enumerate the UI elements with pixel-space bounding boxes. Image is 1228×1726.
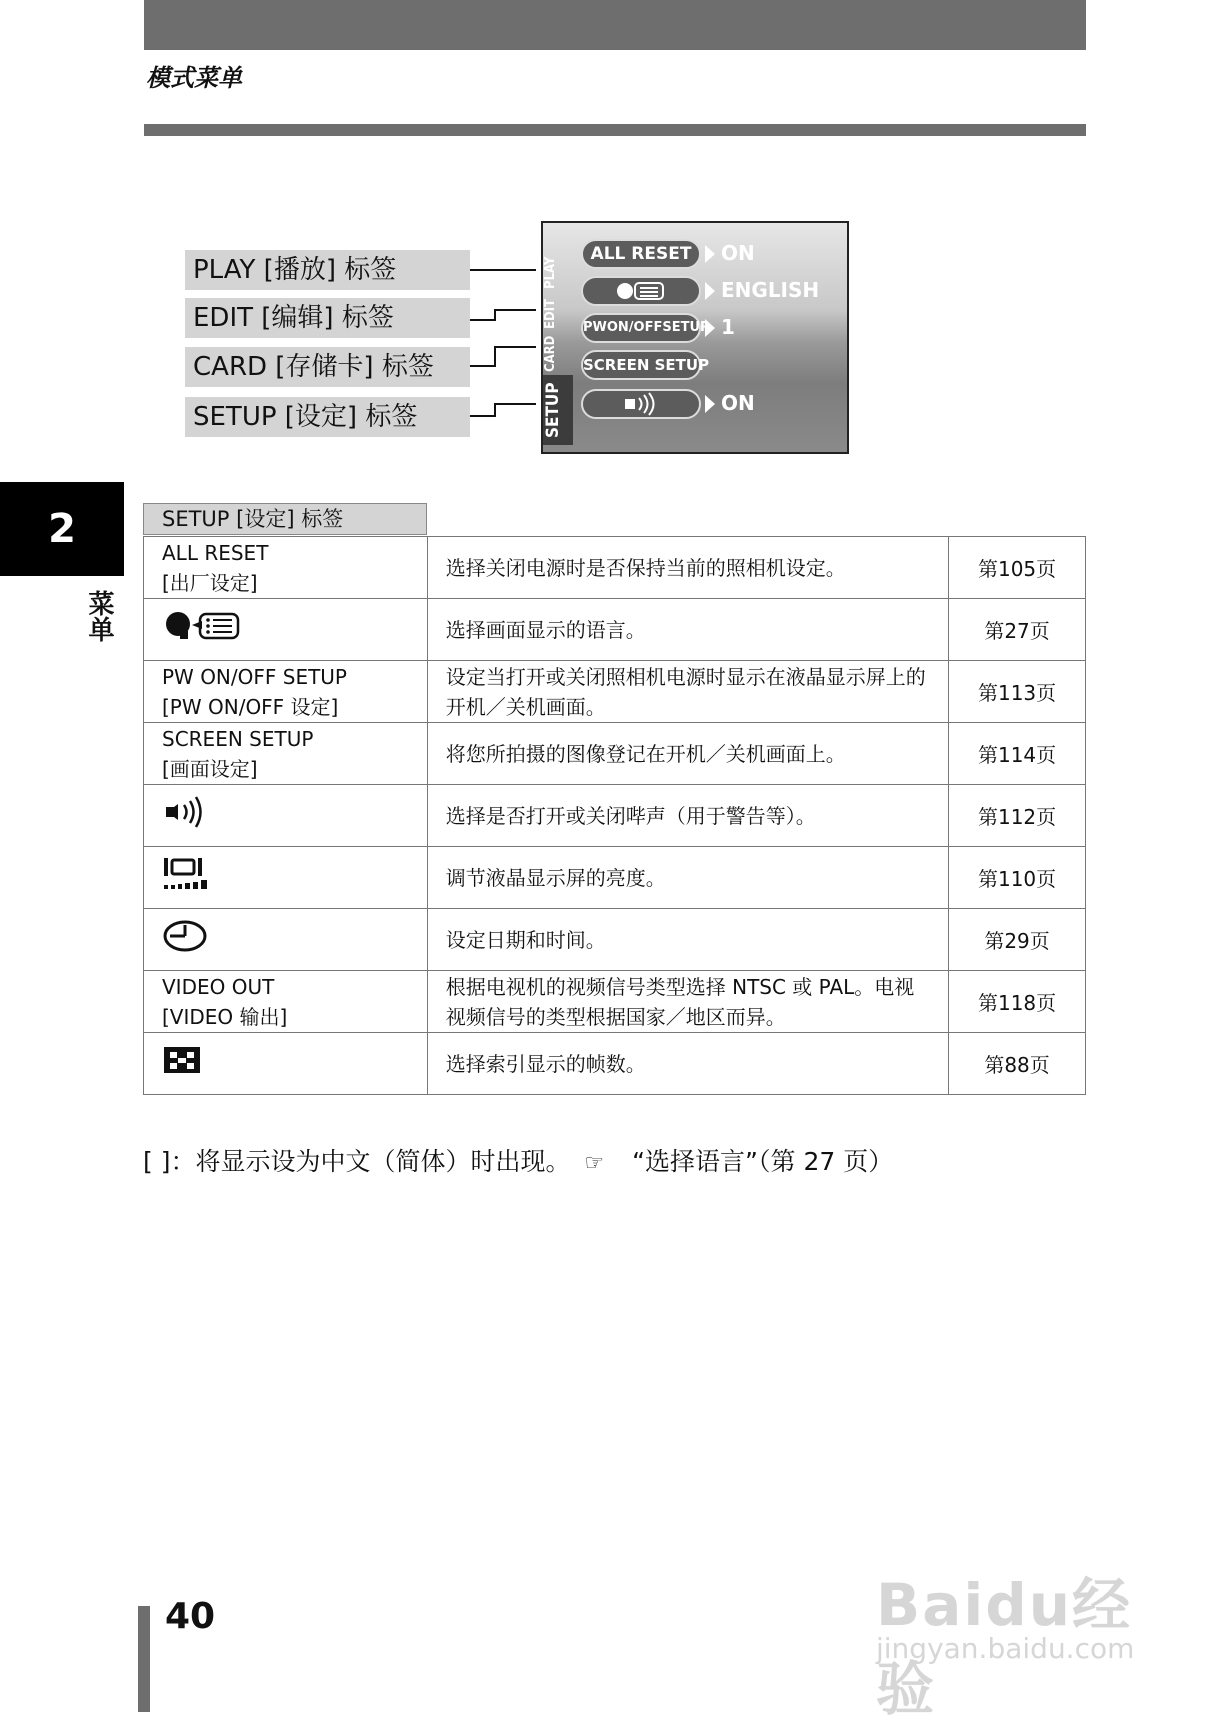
row-page: 第113页 bbox=[949, 661, 1086, 723]
lcd-arrow-icon bbox=[705, 282, 715, 300]
footnote-text: [ ]：将显示设为中文（简体）时出现。 bbox=[143, 1147, 571, 1176]
row-desc: 设定当打开或关闭照相机电源时显示在液晶显示屏上的开机／关机画面。 bbox=[427, 661, 948, 723]
row-name bbox=[144, 537, 428, 599]
table-row bbox=[144, 599, 1086, 661]
row-name-cn: [PW ON/OFF 设定] bbox=[162, 694, 339, 719]
row-name-cn: [出厂设定] bbox=[162, 570, 258, 595]
row-name-en: ALL RESET bbox=[162, 540, 269, 565]
row-page: 第88页 bbox=[949, 1033, 1086, 1095]
chapter-label: 菜单 bbox=[84, 590, 114, 642]
lcd-pill-language bbox=[581, 276, 701, 306]
footnote-ref: “选择语言”（第 27 页） bbox=[632, 1147, 894, 1176]
row-name-en: PW ON/OFF SETUP bbox=[162, 664, 347, 689]
row-name bbox=[144, 909, 428, 971]
lcd-row-screen-setup bbox=[581, 350, 849, 380]
row-name bbox=[144, 1033, 428, 1095]
lcd-pill-screen-setup: SCREEN SETUP bbox=[581, 350, 701, 380]
table-row bbox=[144, 723, 1086, 785]
table-row bbox=[144, 971, 1086, 1033]
lcd-value: 1 bbox=[721, 315, 735, 339]
row-page: 第114页 bbox=[949, 723, 1086, 785]
row-name bbox=[144, 599, 428, 661]
row-name bbox=[144, 847, 428, 909]
row-page: 第105页 bbox=[949, 537, 1086, 599]
clock-icon bbox=[162, 919, 212, 953]
row-desc: 选择索引显示的帧数。 bbox=[427, 1033, 948, 1095]
row-desc: 根据电视机的视频信号类型选择 NTSC 或 PAL。电视视频信号的类型根据国家／地区而异。 bbox=[427, 971, 948, 1033]
lcd-value: ON bbox=[721, 391, 755, 415]
beep-icon bbox=[621, 392, 661, 416]
baidu-watermark bbox=[870, 1530, 1170, 1723]
lcd-arrow-icon bbox=[705, 395, 715, 413]
row-page: 第27页 bbox=[949, 599, 1086, 661]
lcd-pill-all-reset: ALL RESET bbox=[581, 239, 701, 269]
lcd-tab-play: PLAY bbox=[543, 256, 558, 290]
table-row bbox=[144, 785, 1086, 847]
lcd-row-beep bbox=[581, 389, 849, 419]
table-header: SETUP [设定] 标签 bbox=[143, 503, 427, 535]
footnote bbox=[143, 1142, 893, 1178]
row-name-cn: [VIDEO 输出] bbox=[162, 1004, 288, 1029]
row-desc: 选择关闭电源时是否保持当前的照相机设定。 bbox=[427, 537, 948, 599]
tab-label-edit: EDIT [编辑] 标签 bbox=[185, 298, 470, 338]
section-title: 模式菜单 bbox=[146, 64, 242, 92]
row-name bbox=[144, 723, 428, 785]
tab-label-card: CARD [存储卡] 标签 bbox=[185, 347, 470, 387]
lcd-tab-setup: SETUP bbox=[543, 375, 573, 445]
row-name bbox=[144, 661, 428, 723]
row-desc: 设定日期和时间。 bbox=[427, 909, 948, 971]
tab-label-setup: SETUP [设定] 标签 bbox=[185, 397, 470, 437]
pointing-hand-icon: ☞ bbox=[584, 1151, 605, 1176]
lcd-row-pw-setup bbox=[581, 313, 849, 343]
lcd-tab-edit: EDIT bbox=[543, 298, 558, 330]
row-desc: 选择是否打开或关闭哔声（用于警告等）。 bbox=[427, 785, 948, 847]
table-row bbox=[144, 909, 1086, 971]
row-desc: 选择画面显示的语言。 bbox=[427, 599, 948, 661]
tab-label-play: PLAY [播放] 标签 bbox=[185, 250, 470, 290]
lcd-arrow-icon bbox=[705, 245, 715, 263]
page-number-bar bbox=[138, 1606, 150, 1712]
row-page: 第29页 bbox=[949, 909, 1086, 971]
lcd-menu-panel bbox=[573, 233, 848, 443]
setup-table-grid bbox=[143, 536, 1086, 1095]
row-page: 第118页 bbox=[949, 971, 1086, 1033]
row-name bbox=[144, 785, 428, 847]
lcd-row-all-reset bbox=[581, 239, 849, 269]
index-icon bbox=[162, 1043, 202, 1077]
lcd-arrow-icon bbox=[705, 319, 715, 337]
language-icon bbox=[611, 279, 671, 303]
camera-lcd-screen bbox=[541, 221, 849, 454]
lcd-value: ENGLISH bbox=[721, 278, 820, 302]
row-name-en: SCREEN SETUP bbox=[162, 726, 314, 751]
row-page: 第112页 bbox=[949, 785, 1086, 847]
watermark-sub: jingyan.baidu.com bbox=[876, 1632, 1135, 1665]
row-desc: 调节液晶显示屏的亮度。 bbox=[427, 847, 948, 909]
lcd-pill-beep bbox=[581, 389, 701, 419]
lcd-tab-strip bbox=[543, 223, 573, 452]
table-row bbox=[144, 537, 1086, 599]
lcd-tab-card: CARD bbox=[543, 335, 558, 373]
table-row bbox=[144, 847, 1086, 909]
row-page: 第110页 bbox=[949, 847, 1086, 909]
lcd-value: ON bbox=[721, 241, 755, 265]
beep-icon bbox=[162, 795, 210, 829]
language-icon bbox=[162, 609, 244, 643]
chapter-number: 2 bbox=[0, 482, 124, 576]
row-name-en: VIDEO OUT bbox=[162, 974, 275, 999]
lcd-pill-pw-setup: PWON/OFFSETUP bbox=[581, 313, 701, 343]
row-name-cn: [画面设定] bbox=[162, 756, 258, 781]
watermark-main: Baidu经验 bbox=[876, 1571, 1133, 1723]
page-number: 40 bbox=[165, 1596, 216, 1637]
table-row bbox=[144, 1033, 1086, 1095]
row-desc: 将您所拍摄的图像登记在开机／关机画面上。 bbox=[427, 723, 948, 785]
lcd-row-language bbox=[581, 276, 849, 306]
table-row bbox=[144, 661, 1086, 723]
row-name bbox=[144, 971, 428, 1033]
brightness-icon bbox=[162, 856, 214, 892]
